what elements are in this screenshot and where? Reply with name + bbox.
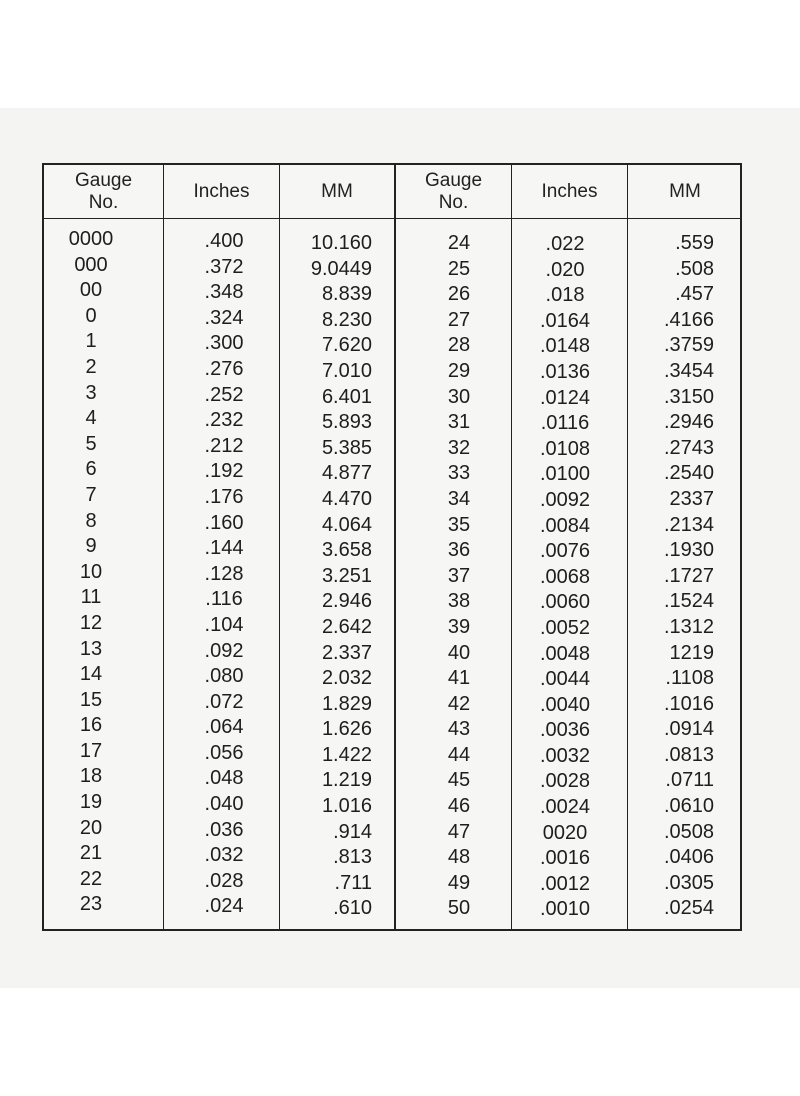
mm-cell: .0254: [663, 897, 714, 920]
inches-cell: .232: [204, 409, 244, 432]
inches-cell: .192: [204, 460, 244, 483]
inches-cell: .0032: [539, 744, 591, 767]
mm-cell: 8.839: [321, 283, 372, 306]
inches-cell: .116: [205, 588, 243, 611]
inches-cell: .0028: [539, 770, 591, 793]
mm-cell: 5.385: [321, 436, 372, 459]
mm-cell: .1524: [663, 590, 714, 613]
gauge-cell: 24: [447, 232, 471, 254]
inches-cell: .372: [204, 255, 244, 278]
gauge-cell: 27: [447, 308, 471, 331]
gauge-cell: 45: [447, 769, 471, 792]
gauge-cell: 4: [85, 407, 97, 430]
mm-cell: 1219: [669, 641, 714, 664]
mm-cell: .1312: [663, 615, 714, 638]
inches-cell: .252: [204, 383, 244, 406]
gauge-cell: 44: [447, 743, 471, 766]
inches-cell: .0060: [539, 591, 591, 614]
mm-cell: .0508: [663, 820, 714, 843]
inches-cell: .0084: [539, 514, 591, 537]
gauge-cell: 34: [447, 487, 471, 510]
inches-cell: .176: [204, 485, 244, 508]
mm-cell: .457: [675, 283, 714, 306]
inches-cell: .0016: [539, 847, 591, 870]
mm-cell: .3454: [663, 359, 714, 382]
mm-cell: .2540: [663, 462, 714, 485]
inches-cell: .0010: [539, 898, 591, 921]
gauge-cell: 5: [85, 432, 97, 455]
mm-cell: .0813: [663, 743, 714, 766]
gauge-cell: 35: [447, 513, 471, 536]
gauge-cell: 36: [447, 539, 471, 562]
header-inches-right: Inches: [541, 180, 598, 202]
inches-cell: .160: [204, 511, 244, 534]
left-inches-column: [194, 229, 254, 920]
mm-cell: .711: [334, 871, 372, 894]
inches-cell: .128: [204, 562, 244, 585]
gauge-cell: 3: [85, 381, 97, 404]
column-divider: [511, 165, 512, 929]
inches-cell: .064: [204, 716, 244, 739]
gauge-cell: 48: [447, 846, 471, 869]
inches-cell: .300: [204, 332, 244, 355]
gauge-cell: 21: [79, 842, 103, 865]
inches-cell: 0020: [542, 821, 588, 844]
inches-cell: .212: [204, 434, 244, 457]
mm-cell: 2.337: [321, 641, 372, 664]
inches-cell: .0048: [539, 642, 591, 665]
inches-cell: .0092: [539, 488, 591, 511]
column-divider: [627, 165, 628, 929]
inches-cell: .032: [204, 844, 244, 867]
mm-cell: 2.946: [321, 590, 372, 613]
gauge-cell: 000: [74, 253, 108, 276]
mm-cell: 2337: [669, 487, 714, 510]
header-gauge-left: Gauge No.: [74, 169, 133, 213]
mm-cell: .559: [675, 232, 714, 254]
gauge-cell: 37: [447, 564, 471, 587]
gauge-cell: 0: [85, 304, 97, 327]
inches-cell: .056: [204, 741, 244, 764]
mm-cell: 2.032: [321, 667, 372, 690]
mm-cell: .0914: [663, 718, 714, 741]
column-divider: [163, 165, 164, 929]
mm-cell: 5.893: [321, 411, 372, 434]
inches-cell: .018: [545, 284, 585, 307]
gauge-cell: 17: [79, 739, 103, 762]
gauge-cell: 31: [447, 411, 471, 434]
gauge-cell: 25: [447, 257, 471, 280]
left-mm-column: [284, 231, 372, 922]
inches-cell: .276: [204, 357, 244, 380]
gauge-cell: 13: [79, 637, 103, 660]
inches-cell: .048: [204, 767, 244, 790]
header-gauge-right: Gauge No.: [424, 169, 483, 213]
gauge-cell: 00: [79, 279, 103, 302]
header-inches-left: Inches: [193, 180, 250, 202]
gauge-cell: 28: [447, 334, 471, 357]
mm-cell: 4.470: [321, 487, 372, 510]
inches-cell: .104: [204, 613, 244, 636]
gauge-cell: 14: [79, 663, 103, 686]
mm-cell: .0610: [663, 795, 714, 818]
inches-cell: .0136: [539, 360, 591, 383]
mm-cell: .3150: [663, 385, 714, 408]
gauge-cell: 10: [79, 560, 103, 583]
mm-cell: .2743: [663, 436, 714, 459]
mm-cell: .508: [675, 257, 714, 280]
inches-cell: .400: [204, 230, 244, 252]
mm-cell: .3759: [663, 334, 714, 357]
inches-cell: .0124: [539, 386, 591, 409]
inches-cell: .028: [204, 869, 244, 892]
mm-cell: 3.251: [321, 564, 372, 587]
inches-cell: .0076: [539, 540, 591, 563]
inches-cell: .0036: [539, 719, 591, 742]
header-divider: [44, 218, 740, 219]
mm-cell: .2946: [663, 411, 714, 434]
mm-cell: 1.829: [321, 692, 372, 715]
gauge-cell: 8: [85, 509, 97, 532]
gauge-cell: 38: [447, 590, 471, 613]
mm-cell: .914: [333, 820, 372, 843]
mm-cell: .0305: [663, 871, 714, 894]
gauge-cell: 43: [447, 718, 471, 741]
mm-cell: 1.016: [321, 795, 372, 818]
gauge-cell: 16: [79, 714, 103, 737]
gauge-cell: 19: [79, 791, 103, 814]
column-divider: [279, 165, 280, 929]
gauge-cell: 49: [447, 871, 471, 894]
right-gauge-column: [429, 231, 489, 922]
mm-cell: 8.230: [321, 308, 372, 331]
mm-cell: 3.658: [321, 539, 372, 562]
mm-cell: 7.010: [321, 359, 372, 382]
wire-gauge-table: [42, 163, 742, 931]
gauge-cell: 0000: [68, 228, 114, 250]
center-divider: [394, 165, 396, 929]
gauge-cell: 50: [447, 897, 471, 920]
gauge-cell: 2: [85, 355, 97, 378]
mm-cell: 9.0449: [310, 257, 372, 280]
gauge-cell: 22: [79, 867, 103, 890]
left-gauge-column: [52, 227, 130, 918]
gauge-cell: 26: [447, 283, 471, 306]
mm-cell: 4.064: [321, 513, 372, 536]
inches-cell: .0040: [539, 693, 591, 716]
mm-cell: .813: [333, 846, 372, 869]
gauge-cell: 32: [447, 436, 471, 459]
gauge-cell: 40: [447, 641, 471, 664]
mm-cell: .1016: [663, 692, 714, 715]
right-inches-column: [528, 232, 602, 923]
inches-cell: .024: [204, 895, 244, 918]
gauge-cell: 23: [79, 893, 103, 916]
mm-cell: 1.626: [321, 718, 372, 741]
gauge-cell: 20: [79, 816, 103, 839]
mm-cell: 1.422: [321, 743, 372, 766]
inches-cell: .144: [204, 537, 244, 560]
gauge-cell: 15: [79, 688, 103, 711]
mm-cell: 1.219: [321, 769, 372, 792]
inches-cell: .022: [545, 233, 585, 255]
gauge-cell: 33: [447, 462, 471, 485]
gauge-cell: 42: [447, 692, 471, 715]
inches-cell: .0044: [539, 668, 591, 691]
mm-cell: .1930: [663, 539, 714, 562]
inches-cell: .0024: [539, 796, 591, 819]
inches-cell: .0108: [539, 437, 591, 460]
gauge-cell: 1: [85, 330, 97, 353]
mm-cell: .2134: [663, 513, 714, 536]
inches-cell: .040: [204, 793, 244, 816]
inches-cell: .020: [545, 258, 585, 281]
gauge-cell: 11: [80, 586, 102, 609]
inches-cell: .0068: [539, 565, 591, 588]
right-mm-column: [636, 231, 714, 922]
inches-cell: .072: [204, 690, 244, 713]
gauge-cell: 9: [85, 535, 97, 558]
inches-cell: .0116: [540, 412, 590, 435]
inches-cell: .0148: [539, 335, 591, 358]
inches-cell: .0100: [539, 463, 591, 486]
mm-cell: 7.620: [321, 334, 372, 357]
inches-cell: .0012: [539, 872, 591, 895]
gauge-cell: 12: [79, 611, 103, 634]
header-mm-right: MM: [669, 180, 701, 202]
gauge-cell: 39: [447, 615, 471, 638]
mm-cell: .0711: [665, 769, 714, 792]
mm-cell: 10.160: [310, 232, 372, 254]
gauge-cell: 29: [447, 359, 471, 382]
mm-cell: .4166: [663, 308, 714, 331]
gauge-cell: 46: [447, 795, 471, 818]
gauge-cell: 30: [447, 385, 471, 408]
inches-cell: .036: [204, 818, 244, 841]
inches-cell: .0052: [539, 616, 591, 639]
gauge-cell: 41: [447, 667, 471, 690]
inches-cell: .080: [204, 665, 244, 688]
mm-cell: 2.642: [321, 615, 372, 638]
header-mm-left: MM: [321, 180, 353, 202]
gauge-cell: 7: [85, 483, 97, 506]
inches-cell: .348: [204, 281, 244, 304]
inches-cell: .092: [204, 639, 244, 662]
gauge-cell: 47: [447, 820, 471, 843]
gauge-cell: 18: [79, 765, 103, 788]
mm-cell: .1727: [663, 564, 714, 587]
mm-cell: .1108: [665, 667, 714, 690]
mm-cell: 4.877: [321, 462, 372, 485]
inches-cell: .324: [204, 306, 244, 329]
mm-cell: 6.401: [321, 385, 372, 408]
mm-cell: .610: [333, 897, 372, 920]
inches-cell: .0164: [539, 309, 591, 332]
gauge-cell: 6: [85, 458, 97, 481]
mm-cell: .0406: [663, 846, 714, 869]
